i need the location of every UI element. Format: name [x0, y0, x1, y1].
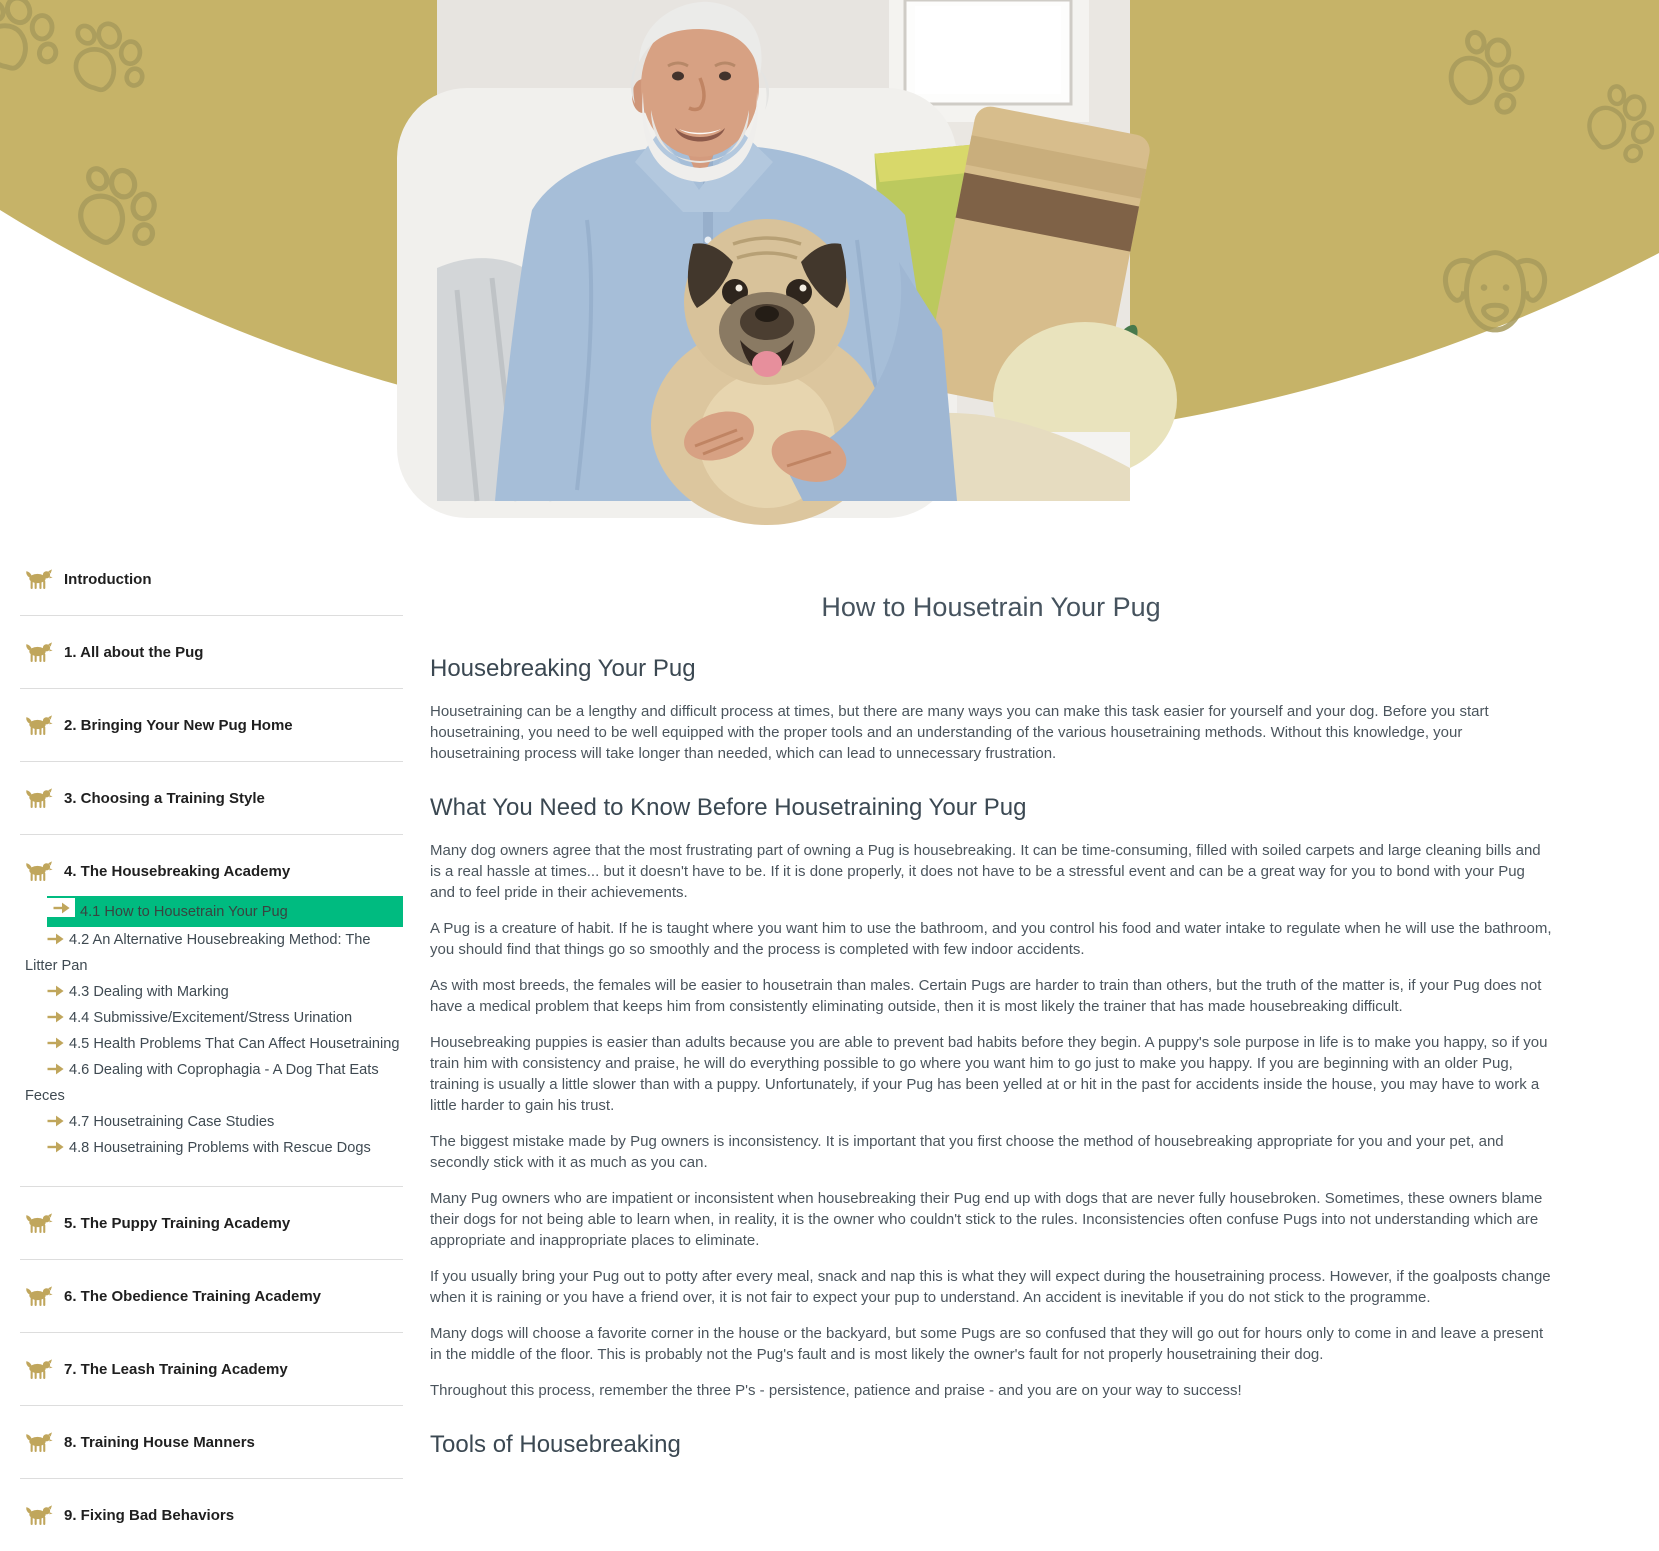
sidebar-item-label: 1. All about the Pug: [64, 643, 204, 661]
content-section-what-you-need-to-know-before-housetraini: [430, 792, 1552, 1401]
dog-icon: [25, 568, 53, 590]
paragraph: Many Pug owners who are impatient or inconsistent when housebreaking their Pug end up with dogs that are never fully housebroken. Sometimes, these owners blame their dogs for not being able to learn when, in reality, it is the owner who couldn't stick to the rules. Inconsistencies often confuse Pugs into not understanding which are appropriate and inappropriate places to eliminate.: [430, 1190, 1543, 1249]
sidebar-item-7-the-leash-training-academy: [20, 1333, 403, 1406]
sidebar-subitem-label: 4.6 Dealing with Coprophagia - A Dog That Eats Feces: [25, 1062, 379, 1104]
sidebar-item-link[interactable]: [25, 1431, 403, 1453]
arrow-right-icon: [47, 1011, 64, 1023]
sidebar-item-label: 6. The Obedience Training Academy: [64, 1287, 322, 1305]
article-sections: [430, 653, 1552, 1461]
arrow-right-icon: [47, 1115, 64, 1127]
sidebar-item-1-all-about-the-pug: [20, 616, 403, 689]
dog-icon: [25, 641, 53, 663]
sidebar-subitem-label: 4.4 Submissive/Excitement/Stress Urination: [69, 1010, 353, 1026]
dog-icon: [25, 1504, 53, 1526]
section-heading: Housebreaking Your Pug: [430, 655, 696, 682]
sidebar-item-8-training-house-manners: [20, 1406, 403, 1479]
sidebar-item-5-the-puppy-training-academy: [20, 1187, 403, 1260]
sidebar-item-link[interactable]: [25, 787, 403, 809]
sidebar-subitem-4-3-dealing-with-marking[interactable]: [25, 979, 403, 1005]
sidebar-subitem-4-2-an-alternative-housebreaking-method-[interactable]: [25, 927, 403, 979]
paragraph: A Pug is a creature of habit. If he is taught where you want him to use the bathroom, and you control his food and water intake to regulate when he will use the bathroom, you should find that things go so smoothly and the process is completed with few indoor accidents.: [430, 920, 1552, 958]
sidebar-subitem-4-8-housetraining-problems-with-rescue-d[interactable]: [25, 1135, 403, 1161]
sidebar-item-label: 4. The Housebreaking Academy: [64, 862, 291, 880]
arrow-right-icon: [47, 985, 64, 997]
paragraph: Many dog owners agree that the most frustrating part of owning a Pug is housebreaking. It can be time-consuming, filled with soiled carpets and large cleaning bills and is a real hassle at times... but it doesn't have to be. If it is done properly, it does not have to be a stressful event and can be a great way for you to bond with your Pug and to feel pride in their achievements.: [430, 842, 1541, 901]
arrow-right-icon: [47, 933, 64, 945]
content-section-housebreaking-your-pug: [430, 653, 1552, 764]
paragraph: Many dogs will choose a favorite corner in the house or the backyard, but some Pugs are so confused that they will go out for hours only to come in and leave a present in the middle of the floor. This is probably not the Pug's fault and is most likely the owner's fault for not properly housetraining their dog.: [430, 1325, 1544, 1363]
sidebar-item-link[interactable]: [25, 714, 403, 736]
sidebar-item-link[interactable]: [25, 1504, 403, 1526]
sidebar-item-label: 3. Choosing a Training Style: [64, 789, 265, 807]
page-title: How to Housetrain Your Pug: [821, 592, 1161, 622]
dog-icon: [25, 787, 53, 809]
sidebar-item-label: 9. Fixing Bad Behaviors: [64, 1506, 235, 1524]
sidebar-subitem-label: 4.2 An Alternative Housebreaking Method: The Litter Pan: [25, 932, 371, 974]
arrow-right-icon: [47, 898, 75, 917]
sidebar-subitem-4-6-dealing-with-coprophagia-a-dog-that-[interactable]: [25, 1057, 403, 1109]
arrow-right-icon: [47, 1141, 64, 1153]
sidebar-item-3-choosing-a-training-style: [20, 762, 403, 835]
dog-icon: [25, 1212, 53, 1234]
sidebar-item-6-the-obedience-training-academy: [20, 1260, 403, 1333]
sidebar-item-label: 5. The Puppy Training Academy: [64, 1214, 291, 1232]
paragraph: As with most breeds, the females will be easier to housetrain than males. Certain Pugs are harder to train than others, but the truth of the matter is, if your Pug does not have a medical problem that keeps him from consistently eliminating outside, then it is most likely the trainer that has made housebreaking difficult.: [430, 977, 1542, 1015]
paragraph: Housebreaking puppies is easier than adults because you are able to prevent bad habits before they begin. A puppy's sole purpose in life is to make you happy, so if you train him with consistency and praise, he will do everything possible to go where you want him to go just to make you happy. If you are beginning with an older Pug, training is usually a little slower than with a puppy. Unfortunately, if your Pug has been yelled at or hit in the past for accidents inside the house, you may have to work a little harder to gain his trust.: [430, 1034, 1548, 1114]
dog-icon: [25, 1431, 53, 1453]
sidebar-subitem-label: 4.3 Dealing with Marking: [69, 984, 229, 1000]
sidebar-item-link[interactable]: [25, 1285, 403, 1307]
sidebar-item-link[interactable]: [25, 1212, 403, 1234]
sidebar-item-link[interactable]: [25, 860, 403, 882]
paragraph: Housetraining can be a lengthy and difficult process at times, but there are many ways you can make this task easier for yourself and your dog. Before you start housetraining, you need to be well equipped with the proper tools and an understanding of the various housetraining methods. Without this knowledge, your housetraining process will take longer than needed, which can lead to unnecessary frustration.: [430, 703, 1489, 762]
sidebar-item-link[interactable]: [25, 1358, 403, 1380]
arrow-right-icon: [47, 1063, 64, 1075]
dog-icon: [25, 860, 53, 882]
paragraph: The biggest mistake made by Pug owners is inconsistency. It is important that you first choose the method of housebreaking appropriate for you and your pet, and secondly stick with it as much as you can.: [430, 1133, 1504, 1171]
sidebar-item-4-the-housebreaking-academy: [20, 835, 403, 1187]
hero-photo: [437, 0, 1130, 501]
article-content: [430, 555, 1552, 1477]
sidebar-item-label: Introduction: [64, 570, 152, 588]
sidebar-subitem-4-4-submissive-excitement-stress-urinati[interactable]: [25, 1005, 403, 1031]
sidebar-item-9-fixing-bad-behaviors: [20, 1479, 403, 1551]
sidebar-subitem-label: 4.8 Housetraining Problems with Rescue Dogs: [69, 1140, 371, 1156]
sidebar-item-link[interactable]: [25, 641, 403, 663]
sidebar-item-2-bringing-your-new-pug-home: [20, 689, 403, 762]
chapter-nav: [20, 543, 403, 1551]
sidebar-subitem-4-5-health-problems-that-can-affect-hous[interactable]: [25, 1031, 403, 1057]
dog-face-icon: [1445, 253, 1544, 330]
sidebar-item-label: 2. Bringing Your New Pug Home: [64, 716, 293, 734]
paragraph: If you usually bring your Pug out to potty after every meal, snack and nap this is what they will expect during the housetraining process. However, if the goalposts change when it is raining or you have a friend over, it is not fair to expect your pup to understand. An accident is inevitable if you do not stick to the programme.: [430, 1268, 1551, 1306]
paw-icon: [76, 160, 162, 253]
arrow-right-icon: [47, 1037, 64, 1049]
sidebar-item-introduction: [20, 543, 403, 616]
sidebar-subitem-label: 4.1 How to Housetrain Your Pug: [80, 904, 288, 920]
paw-icon: [65, 10, 152, 102]
dog-icon: [25, 714, 53, 736]
paw-icon: [1581, 79, 1659, 168]
section-heading: Tools of Housebreaking: [430, 1431, 681, 1458]
section-heading: What You Need to Know Before Housetraining Your Pug: [430, 794, 1027, 821]
sidebar-item-label: 8. Training House Manners: [64, 1433, 255, 1451]
sidebar-item-label: 7. The Leash Training Academy: [64, 1360, 288, 1378]
dog-icon: [25, 1358, 53, 1380]
paw-icon: [0, 0, 67, 82]
sidebar-sublist: [25, 896, 403, 1161]
paragraph: Throughout this process, remember the three P's - persistence, patience and praise - and you are on your way to success!: [430, 1382, 1242, 1399]
dog-icon: [25, 1285, 53, 1307]
sidebar-subitem-label: 4.5 Health Problems That Can Affect Housetraining: [69, 1036, 400, 1052]
paw-icon: [1447, 27, 1531, 118]
sidebar-subitem-label: 4.7 Housetraining Case Studies: [69, 1114, 275, 1130]
content-section-tools-of-housebreaking: [430, 1429, 1552, 1461]
sidebar-item-link[interactable]: [25, 568, 403, 590]
sidebar-subitem-4-7-housetraining-case-studies[interactable]: [25, 1109, 403, 1135]
sidebar-subitem-4-1-how-to-housetrain-your-pug[interactable]: [47, 896, 403, 927]
